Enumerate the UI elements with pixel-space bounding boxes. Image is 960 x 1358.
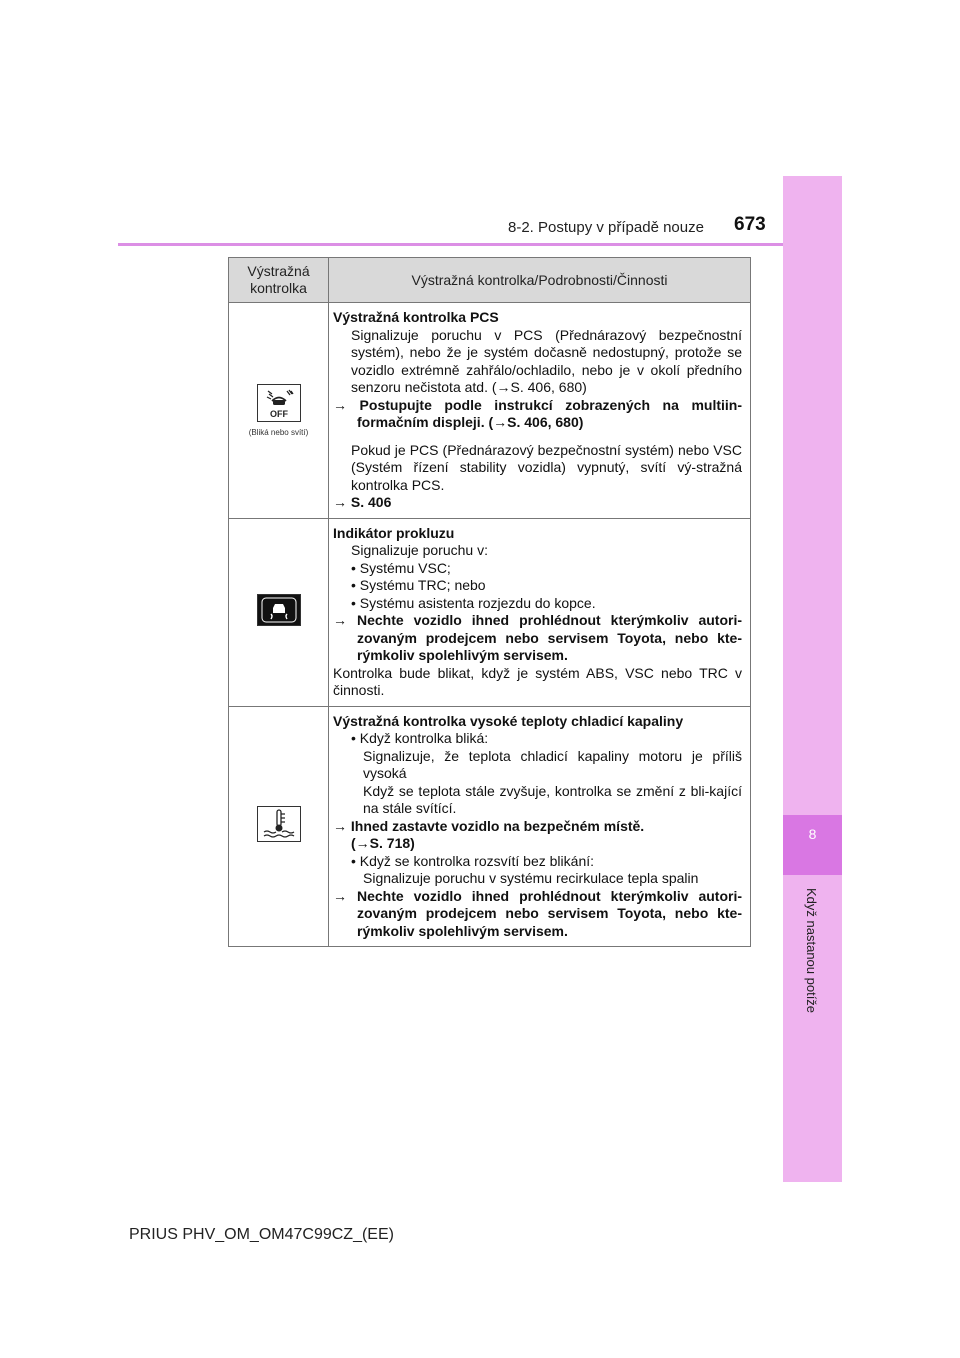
row-description: Signalizuje, že teplota chladicí kapaliny motoru je příliš vysoká (363, 747, 742, 781)
svg-text:OFF: OFF (269, 408, 288, 419)
table-header-row (229, 258, 751, 303)
warning-lights-table (228, 257, 751, 947)
list-item: • Systému VSC; (351, 559, 451, 576)
row-description: Signalizuje poruchu v systému recirkulace tepla spalin (363, 870, 699, 886)
icon-cell (229, 518, 329, 706)
row-action: → Ihned zastavte vozidlo na bezpečném místě. (333, 817, 645, 834)
row-note: Kontrolka bude blikat, když je systém ABS, VSC nebo TRC v činnosti. (333, 664, 742, 698)
chapter-label-wrap (806, 888, 820, 1028)
section-title: 8-2. Postupy v případě nouze (508, 219, 704, 236)
chapter-number-box (783, 815, 842, 875)
row-description: Když se teplota stále zvyšuje, kontrolka se změní z bli-kající na stále svítící. (363, 782, 742, 816)
table-row (229, 518, 751, 706)
details-cell (329, 303, 751, 519)
row-intro: Signalizuje poruchu v: (351, 542, 488, 558)
list-item: • Když se kontrolka rozsvítí bez blikání: (351, 852, 595, 869)
table-row (229, 706, 751, 947)
document-id: PRIUS PHV_OM_OM47C99CZ_(EE) (129, 1226, 394, 1243)
list-item: • Systému TRC; nebo (351, 577, 486, 593)
icon-cell (229, 303, 329, 519)
header-rule (118, 243, 783, 246)
details-cell (329, 706, 751, 947)
icon-cell (229, 706, 329, 947)
col-header-details: Výstražná kontrolka/Podrobnosti/Činnosti (329, 258, 751, 303)
col-header-light: Výstražná kontrolka (229, 258, 329, 303)
list-item: • Když kontrolka bliká: (351, 730, 489, 746)
row-action-ref: (→S. 718) (351, 835, 415, 851)
row-note-action: → S. 406 (333, 494, 392, 510)
icon-caption: (Bliká nebo svítí) (248, 427, 309, 437)
row-description: Signalizuje poruchu v PCS (Přednárazový bezpečnostní systém), nebo že je systém dočasně nedostupný, protože se vozidlo extrémně zahřálo/ochladilo, nebo je v okolí předního senzoru nečistota atd. (→S. 406, 680) (351, 326, 742, 395)
details-cell (329, 518, 751, 706)
row-note: Pokud je PCS (Přednárazový bezpečnostní systém) nebo VSC (Systém řízení stability vozidla) vypnutý, svítí vý-stražná kontrolka PCS. (351, 441, 742, 493)
chapter-side-tab (783, 176, 842, 1182)
pcs-off-icon (257, 384, 301, 422)
row-action: → Nechte vozidlo ihned prohlédnout kterýmkoliv autori-zovaným prodejcem nebo servisem Toyota, nebo kte-rýmkoliv spolehlivým servisem. (333, 887, 742, 939)
row-action: → Postupujte podle instrukcí zobrazených na multiin-formačním displeji. (→S. 406, 680) (333, 396, 742, 430)
chapter-label: Když nastanou potíže (804, 888, 819, 1014)
row-title: Indikátor prokluzu (333, 524, 455, 541)
slip-indicator-icon (257, 594, 301, 626)
row-action: → Nechte vozidlo ihned prohlédnout kterýmkoliv autori-zovaným prodejcem nebo servisem Toyota, nebo kte-rýmkoliv spolehlivým servisem. (333, 612, 742, 663)
table-row (229, 303, 751, 519)
page-number: 673 (734, 214, 766, 235)
chapter-number: 8 (808, 826, 817, 842)
coolant-temperature-icon (257, 806, 301, 842)
list-item: • Systému asistenta rozjezdu do kopce. (351, 594, 596, 611)
row-title: Výstražná kontrolka PCS (333, 309, 499, 325)
row-title: Výstražná kontrolka vysoké teploty chladicí kapaliny (333, 712, 684, 729)
